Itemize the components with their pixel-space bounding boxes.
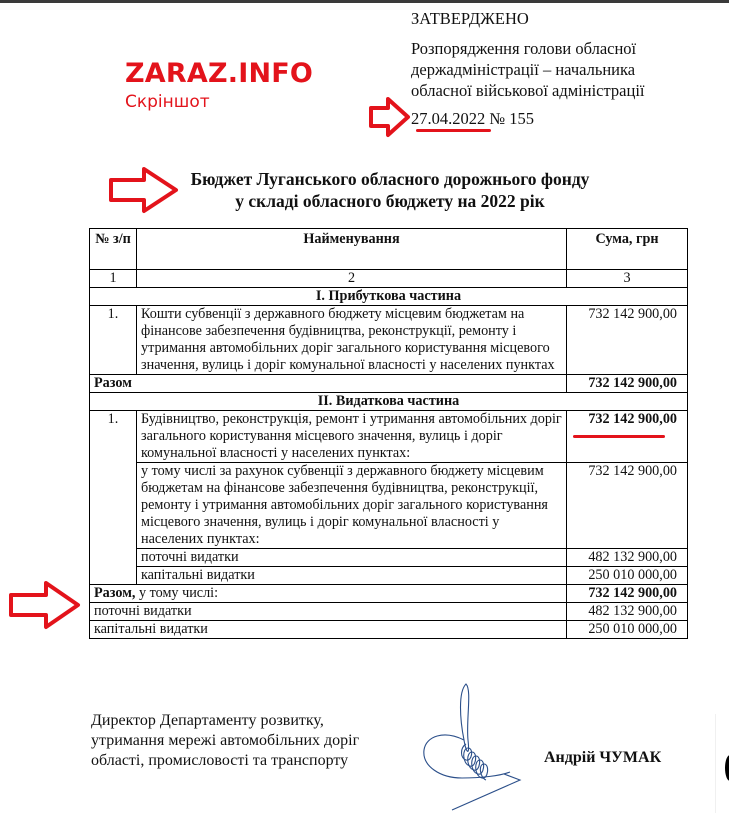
header-name: Найменування xyxy=(137,229,567,270)
table-row xyxy=(90,463,688,549)
table-row xyxy=(90,549,688,567)
table-row xyxy=(90,603,688,621)
order-line-1: Розпорядження голови обласної xyxy=(411,39,637,58)
row-num: 1. xyxy=(90,411,137,585)
row-name: Будівництво, реконструкція, ремонт і утримання автомобільних доріг загального користування місцевого значення, вулиць і доріг комунальної власності у населених пунктах: xyxy=(137,411,567,463)
row-name: поточні видатки xyxy=(137,549,567,567)
table-index-row xyxy=(90,270,688,288)
signer-position-line: Директор Департаменту розвитку, xyxy=(91,712,324,729)
approved-stamp-label: ЗАТВЕРДЖЕНО xyxy=(411,9,529,28)
watermark xyxy=(125,58,313,112)
index-cell: 2 xyxy=(137,270,567,288)
total-row-expense xyxy=(90,585,688,603)
row-name: капітальні видатки xyxy=(90,621,567,639)
section-row-income xyxy=(90,288,688,306)
table-row xyxy=(90,306,688,375)
total-label-rest: у тому числі: xyxy=(135,585,219,601)
table-row xyxy=(90,411,688,463)
section-row-expense xyxy=(90,393,688,411)
signer-position-line: утримання мережі автомобільних доріг xyxy=(91,732,360,749)
order-line-3: обласної військової адміністрації xyxy=(411,81,645,100)
date-underline-mark xyxy=(416,129,491,132)
row-amount: 732 142 900,00 xyxy=(567,463,688,549)
row-amount: 482 132 900,00 xyxy=(567,603,688,621)
page-edge-line xyxy=(715,714,716,813)
row-name: капітальні видатки xyxy=(137,567,567,585)
row-amount-value: 732 142 900,00 xyxy=(588,411,677,427)
annotation-arrow-icon xyxy=(368,96,412,138)
row-amount: 250 010 000,00 xyxy=(567,621,688,639)
top-border-bar xyxy=(0,0,729,3)
row-amount: 732 142 900,00 xyxy=(567,306,688,375)
budget-table xyxy=(89,228,688,639)
total-amount: 732 142 900,00 xyxy=(567,375,688,393)
title-line-1: Бюджет Луганського обласного дорожнього фонду xyxy=(190,169,590,189)
signer-position-line: області, промисловості та транспорту xyxy=(91,752,349,769)
total-label xyxy=(90,585,567,603)
section-title: ІІ. Видаткова частина xyxy=(90,393,688,411)
header-num: № з/п xyxy=(90,229,137,270)
amount-underline-mark xyxy=(573,435,665,438)
page-edge-mark xyxy=(725,755,729,781)
order-number: № 155 xyxy=(489,109,534,128)
watermark-brand: ZARAZ.INFO xyxy=(125,58,314,89)
row-amount: 250 010 000,00 xyxy=(567,567,688,585)
table-header-row xyxy=(90,229,688,270)
table-row xyxy=(90,621,688,639)
index-cell: 1 xyxy=(90,270,137,288)
approval-block xyxy=(411,8,711,129)
annotation-arrow-icon xyxy=(8,580,82,630)
order-line-2: держадміністрації – начальника xyxy=(411,60,636,79)
watermark-caption: Скріншот xyxy=(125,92,210,112)
total-amount: 732 142 900,00 xyxy=(567,585,688,603)
total-label: Разом xyxy=(90,375,567,393)
title-line-2: у складі обласного бюджету на 2022 рік xyxy=(235,191,545,211)
row-name: поточні видатки xyxy=(90,603,567,621)
handwritten-signature-icon xyxy=(400,680,540,813)
signer-position xyxy=(91,711,359,771)
row-name: у тому числі за рахунок субвенції з державного бюджету місцевим бюджетам на фінансове забезпечення будівництва, реконструкції, ремонту і утримання автомобільних доріг загального користування місцевого значення, вулиць і доріг комунальної власності у населених пунктах: xyxy=(137,463,567,549)
order-date: 27.04.2022 xyxy=(411,109,486,128)
index-cell: 3 xyxy=(567,270,688,288)
document-title xyxy=(150,168,630,212)
header-sum: Сума, грн xyxy=(567,229,688,270)
row-num: 1. xyxy=(90,306,137,375)
row-name: Кошти субвенції з державного бюджету місцевим бюджетам на фінансове забезпечення будівництва, реконструкції, ремонту і утримання автомобільних доріг загального користування місцевого значення, вулиць і доріг комунальної власності у населених пунктах xyxy=(137,306,567,375)
section-title: І. Прибуткова частина xyxy=(90,288,688,306)
signer-name: Андрій ЧУМАК xyxy=(544,749,662,766)
total-row-income xyxy=(90,375,688,393)
table-row xyxy=(90,567,688,585)
total-label-bold: Разом, xyxy=(94,585,136,601)
order-date-number xyxy=(411,108,711,129)
row-amount: 482 132 900,00 xyxy=(567,549,688,567)
row-amount xyxy=(567,411,688,463)
